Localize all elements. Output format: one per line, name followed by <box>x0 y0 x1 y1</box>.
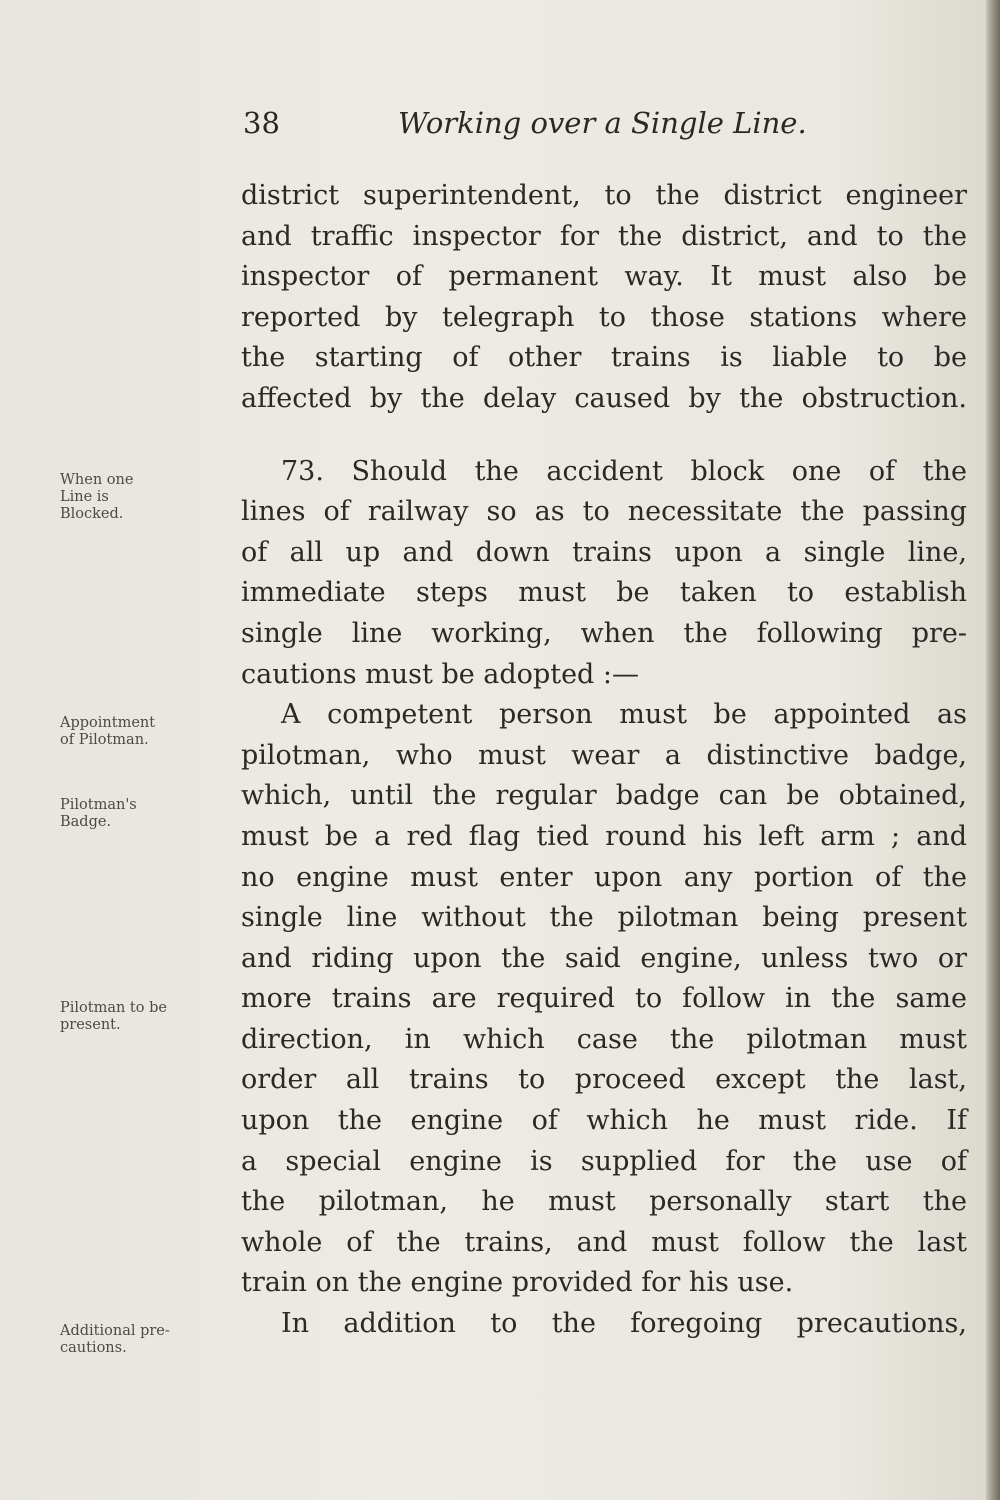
page-number: 38 <box>243 106 280 140</box>
sidenote-line: Badge. <box>60 814 112 830</box>
text-line: cautions must be adopted :— <box>241 658 640 690</box>
sidenote-line: Additional pre- <box>60 1323 170 1339</box>
text-line: the starting of other trains is liable to be <box>241 342 967 374</box>
text-line: the pilotman, he must personally start the <box>241 1186 967 1218</box>
text-line: single line without the pilotman being present <box>241 902 967 934</box>
body-text <box>241 176 967 1345</box>
paragraph-73 <box>241 452 967 696</box>
text-line: train on the engine provided for his use. <box>241 1267 794 1299</box>
sidenote-line: Pilotman's <box>60 797 137 813</box>
sidenote-line: When one <box>60 472 134 488</box>
sidenote-present <box>60 1000 230 1034</box>
text-line: lines of railway so as to necessitate the passing <box>241 496 967 528</box>
page-edge <box>986 0 1000 1500</box>
text-line: a special engine is supplied for the use of <box>241 1145 967 1177</box>
text-line: which, until the regular badge can be obtained, <box>241 780 967 812</box>
text-line: affected by the delay caused by the obstruction. <box>241 382 967 414</box>
text-line: inspector of permanent way. It must also be <box>241 261 967 293</box>
sidenote-line: Blocked. <box>60 506 124 522</box>
sidenote-line: present. <box>60 1017 121 1033</box>
text-line: immediate steps must be taken to establish <box>241 577 967 609</box>
text-line: reported by telegraph to those stations where <box>241 301 967 333</box>
sidenote-line: Pilotman to be <box>60 1000 167 1016</box>
paragraph-72-continued <box>241 176 967 420</box>
sidenote-line: of Pilotman. <box>60 732 149 748</box>
text-line: pilotman, who must wear a distinctive badge, <box>241 739 967 771</box>
sidenote-line: Line is <box>60 489 109 505</box>
text-line: In addition to the foregoing precautions, <box>281 1308 967 1340</box>
text-line: more trains are required to follow in the same <box>241 983 967 1015</box>
sidenote-appointment <box>60 715 230 749</box>
text-line: A competent person must be appointed as <box>281 699 967 731</box>
sidenote-when-blocked <box>60 472 230 523</box>
sidenote-line: Appointment <box>60 715 156 731</box>
text-line: and riding upon the said engine, unless two or <box>241 942 967 974</box>
text-line: must be a red flag tied round his left arm ; and <box>241 820 967 852</box>
running-title: Working over a Single Line. <box>398 106 807 140</box>
text-line: of all up and down trains upon a single line, <box>241 536 967 568</box>
sidenote-additional <box>60 1323 230 1357</box>
text-line: district superintendent, to the district engineer <box>241 180 967 211</box>
sidenote-badge <box>60 797 230 831</box>
sidenote-line: cautions. <box>60 1340 127 1356</box>
page-header <box>243 106 843 146</box>
paragraph-additional <box>241 1304 967 1345</box>
text-line: whole of the trains, and must follow the last <box>241 1226 967 1258</box>
text-line: and traffic inspector for the district, and to the <box>241 220 967 252</box>
paragraph-pilotman <box>241 695 967 1304</box>
text-line: 73. Should the accident block one of the <box>281 455 967 487</box>
text-line: single line working, when the following pre- <box>241 617 967 649</box>
text-line: order all trains to proceed except the last, <box>241 1064 967 1096</box>
text-line: upon the engine of which he must ride. If <box>241 1105 967 1137</box>
text-line: no engine must enter upon any portion of the <box>241 861 967 893</box>
text-line: direction, in which case the pilotman must <box>241 1023 967 1055</box>
